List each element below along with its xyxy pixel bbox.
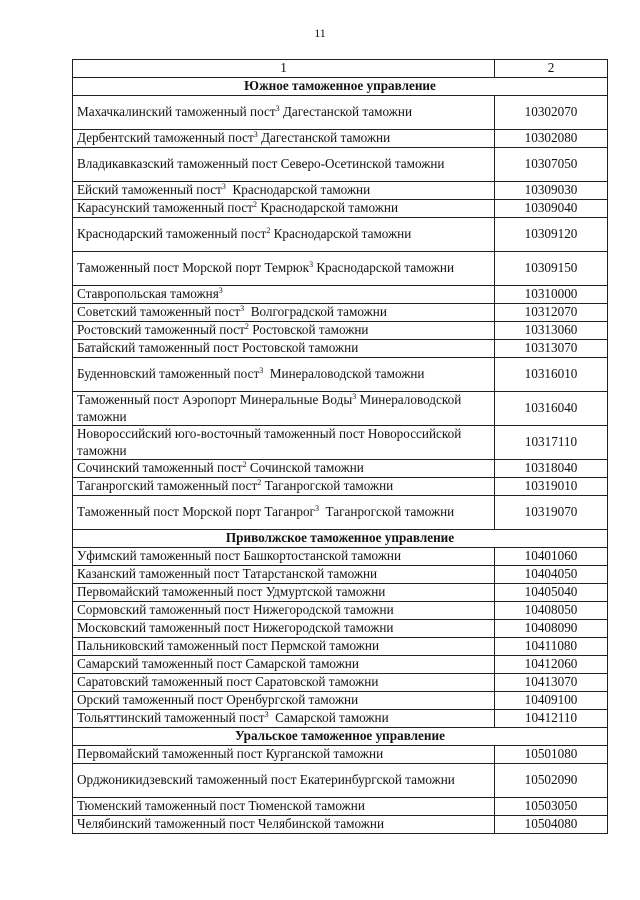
- footnote-marker: 2: [242, 460, 247, 470]
- table-row: [73, 148, 608, 182]
- post-name-continuation: Таганрогской таможни: [261, 478, 394, 494]
- post-name: Таможенный пост Морской порт Темрюк: [77, 260, 310, 276]
- table-row: [73, 584, 608, 602]
- post-code-cell: 10313060: [495, 322, 608, 340]
- column-header: 2: [495, 60, 608, 78]
- post-name: Казанский таможенный пост Татарстанской таможни: [77, 566, 378, 582]
- post-name: Первомайский таможенный пост Курганской таможни: [77, 746, 384, 762]
- table-row: [73, 304, 608, 322]
- post-name-cell: [73, 746, 495, 764]
- post-code-cell: 10309030: [495, 182, 608, 200]
- post-code-cell: 10318040: [495, 460, 608, 478]
- footnote-marker: 3: [259, 366, 264, 376]
- post-name-continuation: Краснодарской таможни: [313, 260, 455, 276]
- table-row: [73, 218, 608, 252]
- post-name-cell: [73, 584, 495, 602]
- post-name: Первомайский таможенный пост Удмуртской таможни: [77, 584, 386, 600]
- section-title: Приволжское таможенное управление: [73, 530, 608, 548]
- footnote-marker: 3: [221, 182, 226, 192]
- table-row: [73, 496, 608, 530]
- table-row: [73, 478, 608, 496]
- section-title: Южное таможенное управление: [73, 78, 608, 96]
- post-name: Уфимский таможенный пост Башкортостанской таможни: [77, 548, 402, 564]
- table-row: [73, 96, 608, 130]
- post-code-cell: 10313070: [495, 340, 608, 358]
- post-name-continuation: Волгоградской таможни: [244, 304, 387, 320]
- table-row: [73, 200, 608, 218]
- footnote-marker: 3: [240, 304, 245, 314]
- post-name: Дербентский таможенный пост: [77, 130, 254, 146]
- table-row: [73, 322, 608, 340]
- post-code-cell: 10302070: [495, 96, 608, 130]
- post-name-cell: [73, 816, 495, 834]
- footnote-marker: 3: [264, 710, 269, 720]
- post-code-cell: 10309150: [495, 252, 608, 286]
- post-name: Ставропольская таможня: [77, 286, 219, 302]
- post-name: Челябинский таможенный пост Челябинской таможни: [77, 816, 385, 832]
- post-name-cell: [73, 340, 495, 358]
- post-name-cell: [73, 358, 495, 392]
- post-name: Саратовский таможенный пост Саратовской таможни: [77, 674, 379, 690]
- footnote-marker: 3: [275, 104, 280, 114]
- table-header-row: [73, 60, 608, 78]
- table-body: [73, 78, 608, 834]
- post-name: Новороссийский юго-восточный таможенный пост Новороссийской таможни: [77, 426, 462, 458]
- post-name-cell: [73, 478, 495, 496]
- post-code-cell: 10317110: [495, 426, 608, 460]
- post-code-cell: 10302080: [495, 130, 608, 148]
- post-code-cell: 10408050: [495, 602, 608, 620]
- post-name-continuation: Краснодарской таможни: [225, 182, 371, 198]
- post-code-cell: 10502090: [495, 764, 608, 798]
- section-header-row: [73, 728, 608, 746]
- post-name-cell: [73, 182, 495, 200]
- table-row: [73, 620, 608, 638]
- post-name-cell: [73, 798, 495, 816]
- table-row: [73, 130, 608, 148]
- post-name-continuation: Дагестанской таможни: [279, 104, 413, 120]
- post-name-cell: [73, 130, 495, 148]
- section-header-row: [73, 78, 608, 96]
- section-header-row: [73, 530, 608, 548]
- post-name-continuation: Таганрогской таможни: [318, 504, 455, 520]
- post-code-cell: 10316010: [495, 358, 608, 392]
- post-code-cell: 10307050: [495, 148, 608, 182]
- table-row: [73, 710, 608, 728]
- post-code-cell: 10404050: [495, 566, 608, 584]
- post-name: Ейский таможенный пост: [77, 182, 222, 198]
- footnote-marker: 2: [266, 226, 271, 236]
- footnote-marker: 2: [244, 322, 249, 332]
- post-name-cell: [73, 218, 495, 252]
- post-name-cell: [73, 764, 495, 798]
- post-name-continuation: Самарской таможни: [268, 710, 389, 726]
- section-title: Уральское таможенное управление: [73, 728, 608, 746]
- post-name-continuation: Дагестанской таможни: [257, 130, 391, 146]
- post-name: Владикавказский таможенный пост Северо-Осетинской таможни: [77, 156, 445, 172]
- table-row: [73, 460, 608, 478]
- post-code-cell: 10501080: [495, 746, 608, 764]
- post-name-cell: [73, 392, 495, 426]
- post-name-cell: [73, 602, 495, 620]
- table-row: [73, 674, 608, 692]
- post-code-cell: 10411080: [495, 638, 608, 656]
- table-row: [73, 764, 608, 798]
- table-row: [73, 252, 608, 286]
- customs-posts-table: [72, 59, 608, 834]
- post-code-cell: 10316040: [495, 392, 608, 426]
- post-code-cell: 10309040: [495, 200, 608, 218]
- footnote-marker: 2: [257, 478, 262, 488]
- table-row: [73, 286, 608, 304]
- post-name: Орджоникидзевский таможенный пост Екатеринбургской таможни: [77, 772, 455, 788]
- post-code-cell: 10412060: [495, 656, 608, 674]
- page-number: 11: [314, 26, 326, 40]
- post-name: Советский таможенный пост: [77, 304, 241, 320]
- post-name-cell: [73, 638, 495, 656]
- post-name-cell: [73, 548, 495, 566]
- footnote-marker: 3: [218, 286, 223, 296]
- post-name: Карасунский таможенный пост: [77, 200, 254, 216]
- table-row: [73, 746, 608, 764]
- post-name: Тюменский таможенный пост Тюменской таможни: [77, 798, 365, 814]
- post-name: Таможенный пост Аэропорт Минеральные Воды: [77, 392, 353, 408]
- footnote-marker: 3: [314, 504, 319, 514]
- table-row: [73, 548, 608, 566]
- post-name: Таганрогский таможенный пост: [77, 478, 258, 494]
- post-name-cell: [73, 252, 495, 286]
- post-name: Тольяттинский таможенный пост: [77, 710, 265, 726]
- post-name-cell: [73, 710, 495, 728]
- post-name: Краснодарский таможенный пост: [77, 226, 267, 242]
- table-row: [73, 798, 608, 816]
- post-name-cell: [73, 96, 495, 130]
- post-name: Таможенный пост Морской порт Таганрог: [77, 504, 315, 520]
- post-name: Махачкалинский таможенный пост: [77, 104, 276, 120]
- post-name-continuation: Краснодарской таможни: [257, 200, 399, 216]
- post-name-cell: [73, 426, 495, 460]
- footnote-marker: 3: [352, 392, 357, 402]
- table-row: [73, 638, 608, 656]
- post-name: Московский таможенный пост Нижегородской таможни: [77, 620, 394, 636]
- post-name-cell: [73, 200, 495, 218]
- post-name: Пальниковский таможенный пост Пермской таможни: [77, 638, 380, 654]
- post-name: Сочинский таможенный пост: [77, 460, 243, 476]
- table-row: [73, 692, 608, 710]
- post-name-cell: [73, 148, 495, 182]
- table-row: [73, 182, 608, 200]
- post-name: Батайский таможенный пост Ростовской таможни: [77, 340, 359, 356]
- post-name-cell: [73, 322, 495, 340]
- post-name-cell: [73, 620, 495, 638]
- post-name: Ростовский таможенный пост: [77, 322, 245, 338]
- footnote-marker: 3: [309, 260, 314, 270]
- table-row: [73, 816, 608, 834]
- post-name-continuation: Минераловодской таможни: [77, 392, 465, 424]
- post-name: Сормовский таможенный пост Нижегородской таможни: [77, 602, 394, 618]
- post-name-cell: [73, 566, 495, 584]
- table-row: [73, 566, 608, 584]
- post-code-cell: 10412110: [495, 710, 608, 728]
- table-row: [73, 358, 608, 392]
- table-row: [73, 392, 608, 426]
- table-row: [73, 602, 608, 620]
- post-code-cell: 10409100: [495, 692, 608, 710]
- post-code-cell: 10503050: [495, 798, 608, 816]
- table-row: [73, 340, 608, 358]
- table-row: [73, 426, 608, 460]
- post-name: Самарский таможенный пост Самарской таможни: [77, 656, 359, 672]
- post-code-cell: 10319070: [495, 496, 608, 530]
- post-name-cell: [73, 656, 495, 674]
- post-name-continuation: Сочинской таможни: [246, 460, 364, 476]
- post-name-cell: [73, 674, 495, 692]
- post-name-continuation: Ростовской таможни: [248, 322, 369, 338]
- post-code-cell: 10504080: [495, 816, 608, 834]
- post-name-cell: [73, 460, 495, 478]
- post-name-continuation: Минераловодской таможни: [263, 366, 425, 382]
- post-name-cell: [73, 496, 495, 530]
- post-code-cell: 10408090: [495, 620, 608, 638]
- post-code-cell: 10413070: [495, 674, 608, 692]
- column-header: 1: [73, 60, 495, 78]
- post-code-cell: 10401060: [495, 548, 608, 566]
- post-code-cell: 10405040: [495, 584, 608, 602]
- post-name: Буденновский таможенный пост: [77, 366, 260, 382]
- table-row: [73, 656, 608, 674]
- post-name-cell: [73, 692, 495, 710]
- footnote-marker: 2: [253, 200, 258, 210]
- footnote-marker: 3: [253, 130, 258, 140]
- post-name-cell: [73, 304, 495, 322]
- post-code-cell: 10310000: [495, 286, 608, 304]
- post-name-continuation: Краснодарской таможни: [270, 226, 412, 242]
- post-code-cell: 10309120: [495, 218, 608, 252]
- post-code-cell: 10319010: [495, 478, 608, 496]
- post-name-cell: [73, 286, 495, 304]
- post-code-cell: 10312070: [495, 304, 608, 322]
- post-name: Орский таможенный пост Оренбургской таможни: [77, 692, 359, 708]
